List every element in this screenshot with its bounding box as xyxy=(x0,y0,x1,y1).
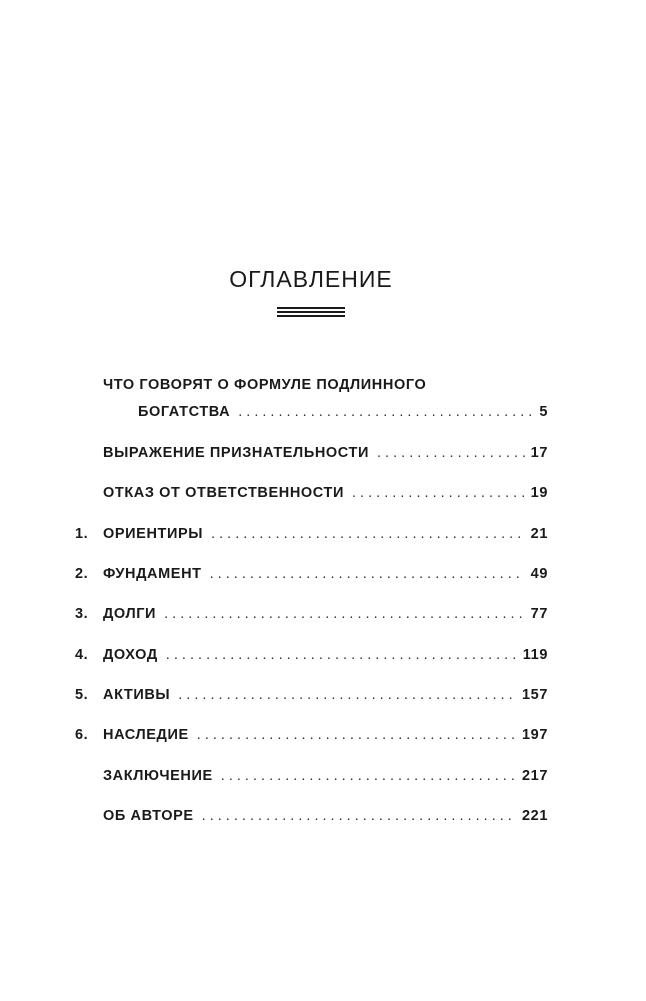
dot-leader xyxy=(221,767,516,785)
toc-entry-title: ОБ АВТОРЕ xyxy=(103,808,194,824)
dot-leader xyxy=(202,807,516,825)
page-title: ОГЛАВЛЕНИЕ xyxy=(229,266,393,292)
toc-entry-title: ОРИЕНТИРЫ xyxy=(103,526,204,542)
toc-entry-number: 3. xyxy=(75,606,89,622)
toc-entry-number: 5. xyxy=(75,687,89,703)
dot-leader xyxy=(197,726,516,744)
toc-entry-page: 21 xyxy=(530,526,548,542)
toc-entry-title: ДОЛГИ xyxy=(103,606,157,622)
dot-leader xyxy=(238,403,533,421)
toc-entry-number: 2. xyxy=(75,566,89,582)
dot-leader xyxy=(210,565,525,583)
toc-entry-page: 221 xyxy=(522,808,548,824)
toc-entry-page: 19 xyxy=(530,485,548,501)
toc-entry-title: ОТКАЗ ОТ ОТВЕТСТВЕННОСТИ xyxy=(103,485,344,501)
toc-entry-page: 17 xyxy=(530,445,548,461)
toc-entry-number: 1. xyxy=(75,526,89,542)
dot-leader xyxy=(166,646,517,664)
dot-leader xyxy=(164,605,525,623)
dot-leader xyxy=(178,686,516,704)
toc-entry-page: 49 xyxy=(530,566,548,582)
toc-entry-page: 77 xyxy=(530,606,548,622)
toc-entry-title-line1: ЧТО ГОВОРЯТ О ФОРМУЛЕ ПОДЛИННОГО xyxy=(103,377,427,393)
toc-entry-title: ФУНДАМЕНТ xyxy=(103,566,202,582)
toc-entry-page: 5 xyxy=(539,404,548,420)
toc-entry-page: 119 xyxy=(522,647,548,663)
toc-entry-page: 197 xyxy=(522,727,548,743)
toc-entry-title: БОГАТСТВА xyxy=(138,404,231,420)
toc-entry-number: 6. xyxy=(75,727,89,743)
toc-entry-title: АКТИВЫ xyxy=(103,687,171,703)
dot-leader xyxy=(352,484,525,502)
toc-entry-page: 157 xyxy=(522,687,548,703)
toc-entry-title: ВЫРАЖЕНИЕ ПРИЗНАТЕЛЬНОСТИ xyxy=(103,445,369,461)
toc-entry-page: 217 xyxy=(522,768,548,784)
toc-entry-title: ДОХОД xyxy=(103,647,158,663)
dot-leader xyxy=(211,525,525,543)
toc-entry-number: 4. xyxy=(75,647,89,663)
toc-entry-title: ЗАКЛЮЧЕНИЕ xyxy=(103,768,213,784)
dot-leader xyxy=(377,444,525,462)
toc-entry-title: НАСЛЕДИЕ xyxy=(103,727,189,743)
